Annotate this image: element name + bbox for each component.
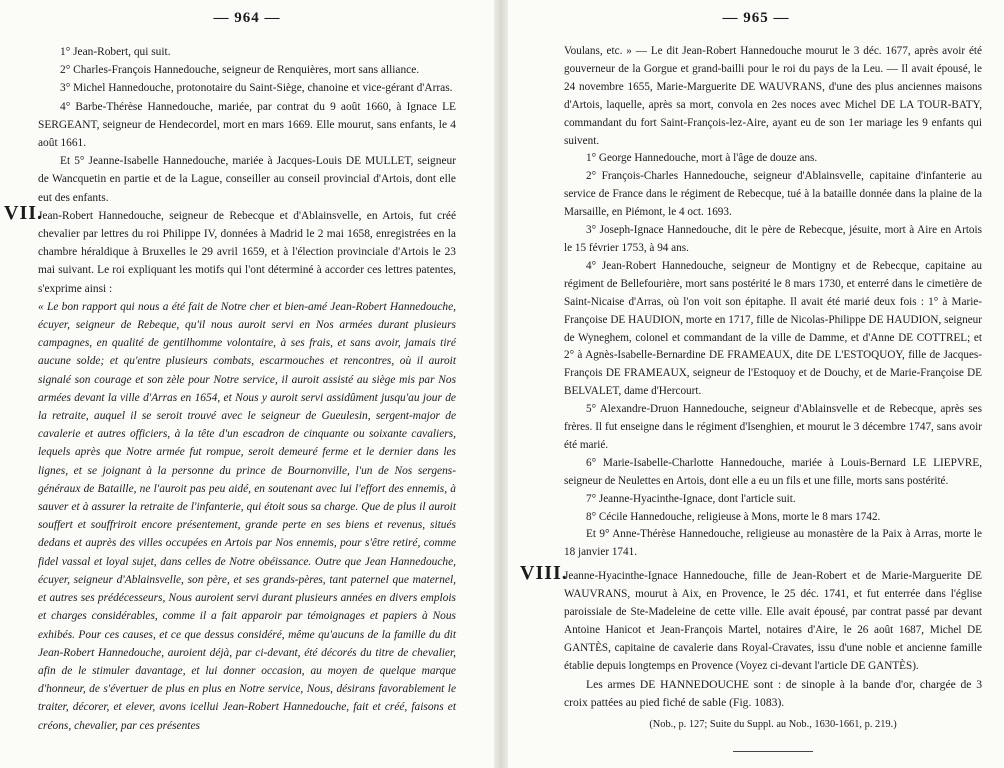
list-item: Et 5° Jeanne-Isabelle Hannedouche, mariée à Jacques-Louis DE MULLET, seigneur de Wancquetin en partie et de la Lague, conseiller au conseil provincial d'Artois, dont elle eut des enfants. bbox=[38, 155, 456, 204]
generation-numeral: VII. bbox=[4, 201, 44, 224]
page-number: — 965 — bbox=[722, 10, 790, 26]
left-page bbox=[0, 0, 494, 768]
section-divider bbox=[733, 751, 813, 752]
list-item: 5° Alexandre-Druon Hannedouche, seigneur d'Ablainsvelle et de Rebecque, après ses frères. Il fut enseigne dans le régiment d'Isenghien, et mourut le 3 décembre 1747, sans avoir été marié. bbox=[564, 403, 982, 451]
list-item: 3° Michel Hannedouche, protonotaire du Saint-Siège, chanoine et vice-gérant d'Arras. bbox=[60, 82, 453, 95]
list-item: 1° Jean-Robert, qui suit. bbox=[60, 46, 171, 58]
list-item: 4° Jean-Robert Hannedouche, seigneur de Montigny et de Rebecque, capitaine au régiment de Bellefourière, mort sans postérité le 8 mars 1730, et enterré dans le cimetière de Saint-Nicaise d'Arras, où l'on voit son épitaphe. Il avait été marié deux fois : 1° à Marie-Françoise DE HAUDION, morte en 1717, fille de Nicolas-Philippe DE HAUDION, seigneur de Wyneghem, colonel et commandant de la ville de Damme, et d'Anne DE COTTREL; et 2° à Agnès-Isabelle-Bernardine DE FRAMEAUX, dite DE L'ESTOQUOY, fille de Jacques-François DE FRAMEAUX, seigneur de l'Estoquoy et de Douchy, et de Marie-Françoise DE BELVALET, dame d'Hercourt. bbox=[564, 259, 982, 398]
list-item: 2° François-Charles Hannedouche, seigneur d'Ablainsvelle, capitaine d'infanterie au service de France dans le régiment de Rebecque, tué à la bataille donnée dans la plaine de la Marsaille, en Piémont, le 4 oct. 1693. bbox=[564, 170, 982, 219]
continuation-paragraph: Voulans, etc. » — Le dit Jean-Robert Hannedouche mourut le 3 déc. 1677, après avoir été gouverneur de la Gorgue et grand-bailli pour le roi du pays de la Leu. — Il avait épousé, le 24 novembre 1655, Marie-Marguerite DE WAUVRANS, d'une des plus anciennes maisons d'Artois, laquelle, après sa mort, convola en 2es noces avec Michel DE LA TOUR-BATY, commandant du fort Saint-François-lez-Aire, ayant eu de son 1er mariage les 9 enfants qui suivent. bbox=[564, 45, 982, 147]
page-number: — 964 — bbox=[213, 10, 281, 26]
list-item: 2° Charles-François Hannedouche, seigneur de Renquières, mort sans alliance. bbox=[60, 64, 420, 77]
page-text bbox=[520, 43, 982, 752]
generation-section bbox=[4, 201, 456, 735]
generation-text: Jeanne-Hyacinthe-Ignace Hannedouche, fille de Jean-Robert et de Marie-Marguerite DE WAUVRANS, mourut à Aix, en Provence, le 25 déc. 1741, et fut enterrée dans l'église paroissiale de Ste-Madeleine de cette ville. Elle avait épousé, par contrat passé par devant Antoine Hanicot et Jean-François Martel, notaires d'Aire, le 26 août 1687, Michel DE GANTÈS, capitaine de cavalerie dans Royal-Cravates, issu d'une noble et ancienne famille établie depuis longtemps en Provence (Voyez ci-devant l'article DE GANTÈS). bbox=[564, 570, 982, 672]
list-item: 1° George Hannedouche, mort à l'âge de douze ans. bbox=[586, 152, 818, 165]
arms-description: Les armes DE HANNEDOUCHE sont : de sinople à la bande d'or, chargée de 3 croix pattées au pied fiché de sable (Fig. 1083). bbox=[564, 677, 982, 709]
source-reference: (Nob., p. 127; Suite du Suppl. au Nob., 1630-1661, p. 219.) bbox=[649, 718, 897, 730]
list-item: 3° Joseph-Ignace Hannedouche, dit le père de Rebecque, jésuite, mort à Aire en Artois le 15 février 1753, à 94 ans. bbox=[564, 224, 982, 254]
book-gutter bbox=[494, 0, 508, 768]
list-item: 4° Barbe-Thérèse Hannedouche, mariée, par contrat du 9 août 1660, à Ignace LE SERGEANT, seigneur de Hendecordel, mort en mars 1669. Elle mourut, sans enfants, le 4 août 1661. bbox=[38, 100, 456, 150]
list-item: 6° Marie-Isabelle-Charlotte Hannedouche, mariée à Louis-Bernard LE LIEPVRE, seigneur de Neulettes en Artois, dont elle a eu un fils et une fille, morts sans postérité. bbox=[564, 456, 982, 487]
generation-intro: Jean-Robert Hannedouche, seigneur de Rebecque et d'Ablainsvelle, en Artois, fut créé chevalier par lettres du roi Philippe IV, données à Madrid le 2 mai 1658, enregistrées en la chambre héraldique à Bruxelles le 29 avril 1659, et à l'élection provinciale d'Artois le 23 mai suivant. Le roi expliquant les motifs qui l'ont déterminé à accorder ces lettres patentes, s'exprime ainsi : bbox=[38, 209, 456, 295]
right-page bbox=[508, 0, 1004, 768]
generation-section bbox=[520, 562, 982, 675]
list-item: 8° Cécile Hannedouche, religieuse à Mons, morte le 8 mars 1742. bbox=[586, 510, 881, 523]
royal-letters-quote: « Le bon rapport qui nous a été fait de Notre cher et bien-amé Jean-Robert Hannedouche, écuyer, seigneur de Rebeque, qu'il nous auroit servi en Nos armées durant plusieurs campagnes, en qualité de gentilhomme volontaire, à ses frais, et sans avoir, jamais tiré aucune solde; et qu'entre plusieurs combats, escarmouches et rencontres, où il auroit signalé son courage et son zèle pour Notre service, il auroit assisté au siège mis par Nos armées devant la ville d'Arras en 1654, et Nous y auroit servi assidûment jusqu'au jour de la retraite, auquel il se seroit trouvé avec le seigneur de Gueulesin, sergent-major de cavalerie et autres officiers, à la tête d'un escadron de cinquante ou soixante cavaliers, lequels après que Notre armée fut rompue, seroit demeuré ferme et le dernier dans les lignes, et se joignant à la personne du prince de Bournonville, l'un de Nos sergens-généraux de Bataille, ne l'auroit pas peu aidé, en soutenant avec lui l'effort des ennemis, à sauver et à assurer la retraite de l'infanterie, qui étoit sous sa charge. Que de plus il auroit souffert et souffriroit encore présentement, grande perte en ses biens et revenus, situés dedans et auprès des villes occupées en Artois par Nos ennemis, pour s'être retiré, comme fidel vassal et loyal sujet, dans celles de Notre obéissance. Outre que Jean Hannedouche, écuyer, seigneur d'Ablainsvelle, son père, et ses grands-pères, tant paternel que maternel, et autres ses prédécesseurs, Nous auroient servi durant plusieurs années en divers emplois et charges considérables, comme il a fait apparoir par témoignages et papiers à Nous exhibés. Pour ces causes, et ce que dessus considéré, même qu'aucuns de la famille du dit Jean-Robert Hannedouche, auroient déjà, par ci-devant, été décorés du titre de chevalier, afin de le stimuler davantage, et lui donner occasion, au moyen de quelque marque d'honneur, de s'évertuer de plus en plus en Notre service, Nous, désirans favorablement le traiter, décorer, et elever, avons icellui Jean-Robert Hannedouche, fait et créé, faisons et créons, chevalier, par ces présentes bbox=[38, 300, 456, 732]
generation-numeral: VIII. bbox=[520, 562, 568, 585]
list-item: 7° Jeanne-Hyacinthe-Ignace, dont l'article suit. bbox=[586, 492, 796, 505]
page-text bbox=[4, 43, 456, 735]
list-item: Et 9° Anne-Thérèse Hannedouche, religieuse au monastère de la Paix à Arras, morte le 18 janvier 1741. bbox=[564, 528, 982, 559]
